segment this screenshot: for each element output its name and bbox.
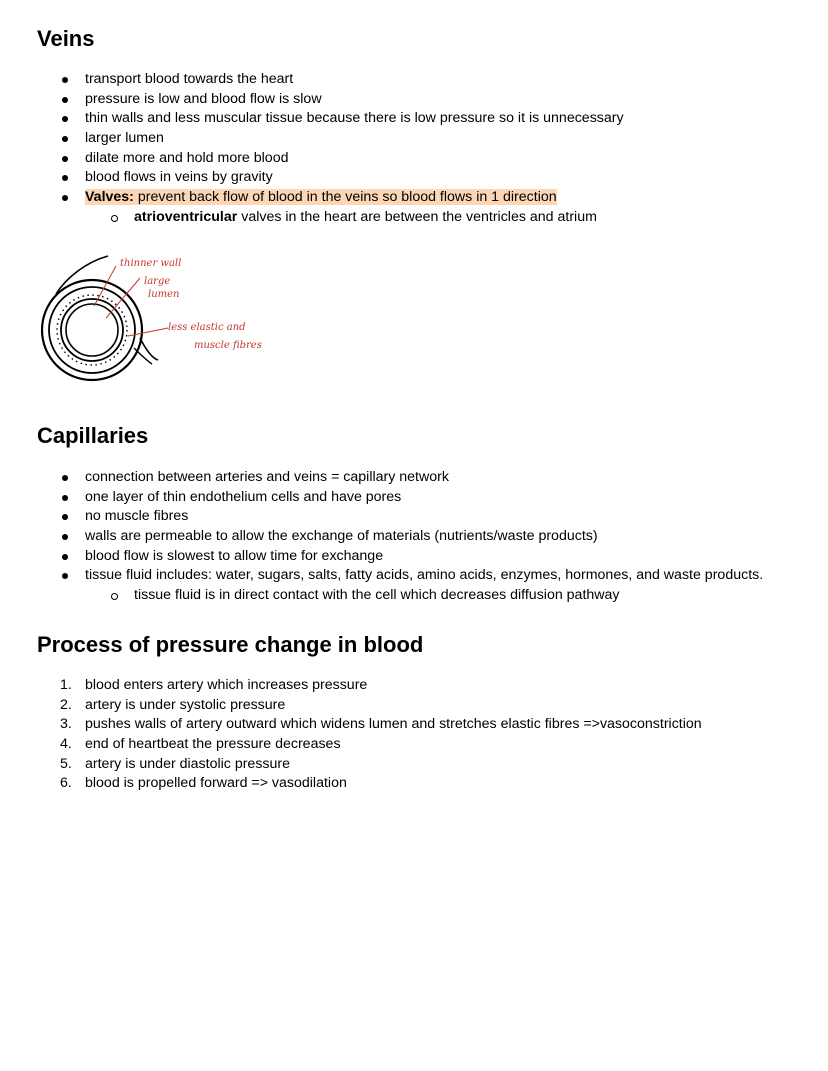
list-item: pressure is low and blood flow is slow [0, 90, 820, 110]
vein-drawing [42, 256, 158, 380]
bullet-icon [62, 514, 68, 520]
bullet-icon [62, 97, 68, 103]
heading-pressure-change: Process of pressure change in blood [37, 632, 424, 657]
list-item: blood flow is slowest to allow time for exchange [0, 547, 820, 567]
capillaries-bullet-list [0, 468, 820, 606]
heading-veins: Veins [37, 26, 95, 51]
list-item: larger lumen [0, 129, 820, 149]
numbered-item: 1. blood enters artery which increases pressure [60, 677, 368, 693]
bullet-icon [62, 195, 68, 201]
numbered-item: 5. artery is under diastolic pressure [60, 755, 291, 772]
bullet-icon [62, 554, 68, 560]
numbered-item: 3. pushes walls of artery outward which widens lumen and stretches elastic fibres =>vasoconstriction [60, 716, 702, 733]
bullet-icon [62, 175, 68, 181]
veins-bullet-list [0, 70, 820, 228]
bullet-icon [62, 136, 68, 142]
list-item: one layer of thin endothelium cells and have pores [0, 488, 820, 508]
bullet-icon [62, 534, 68, 540]
list-item: transport blood towards the heart [0, 70, 820, 90]
sub-list-item: atrioventricular valves in the heart are between the ventricles and atrium [0, 208, 820, 228]
annotation-thinner-wall: thinner wall [120, 258, 182, 269]
annotation-less-elastic: less elastic and [168, 322, 246, 333]
list-item: dilate more and hold more blood [0, 149, 820, 169]
annotation-muscle-fibres: muscle fibres [194, 340, 262, 351]
vein-cross-section-diagram [36, 248, 306, 388]
list-item: connection between arteries and veins = capillary network [0, 468, 820, 488]
pressure-steps-list [0, 676, 820, 794]
numbered-item: 2. artery is under systolic pressure [60, 696, 286, 713]
bullet-icon [62, 77, 68, 83]
hollow-bullet-icon [111, 593, 118, 600]
bullet-icon [62, 573, 68, 579]
heading-capillaries: Capillaries [37, 423, 149, 448]
bullet-icon [62, 495, 68, 501]
list-item-valves [0, 188, 820, 208]
hollow-bullet-icon [111, 215, 118, 222]
list-item: blood flows in veins by gravity [0, 168, 820, 188]
annotation-lumen: lumen [148, 289, 180, 300]
list-item: walls are permeable to allow the exchange of materials (nutrients/waste products) [0, 527, 820, 547]
bullet-icon [62, 156, 68, 162]
numbered-item: 4. end of heartbeat the pressure decreases [60, 736, 341, 753]
numbered-item: 6. blood is propelled forward => vasodilation [60, 775, 347, 792]
list-item: no muscle fibres [0, 507, 820, 527]
list-item: thin walls and less muscular tissue because there is low pressure so it is unnecessary [0, 109, 820, 129]
bullet-icon [62, 116, 68, 122]
bullet-icon [62, 475, 68, 481]
list-item: tissue fluid includes: water, sugars, salts, fatty acids, amino acids, enzymes, hormones, and waste products. [0, 566, 820, 586]
sub-list-item: tissue fluid is in direct contact with the cell which decreases diffusion pathway [0, 586, 820, 606]
highlighted-text: Valves: prevent back flow of blood in the veins so blood flows in 1 direction [85, 189, 557, 206]
annotation-large: large [144, 276, 171, 287]
